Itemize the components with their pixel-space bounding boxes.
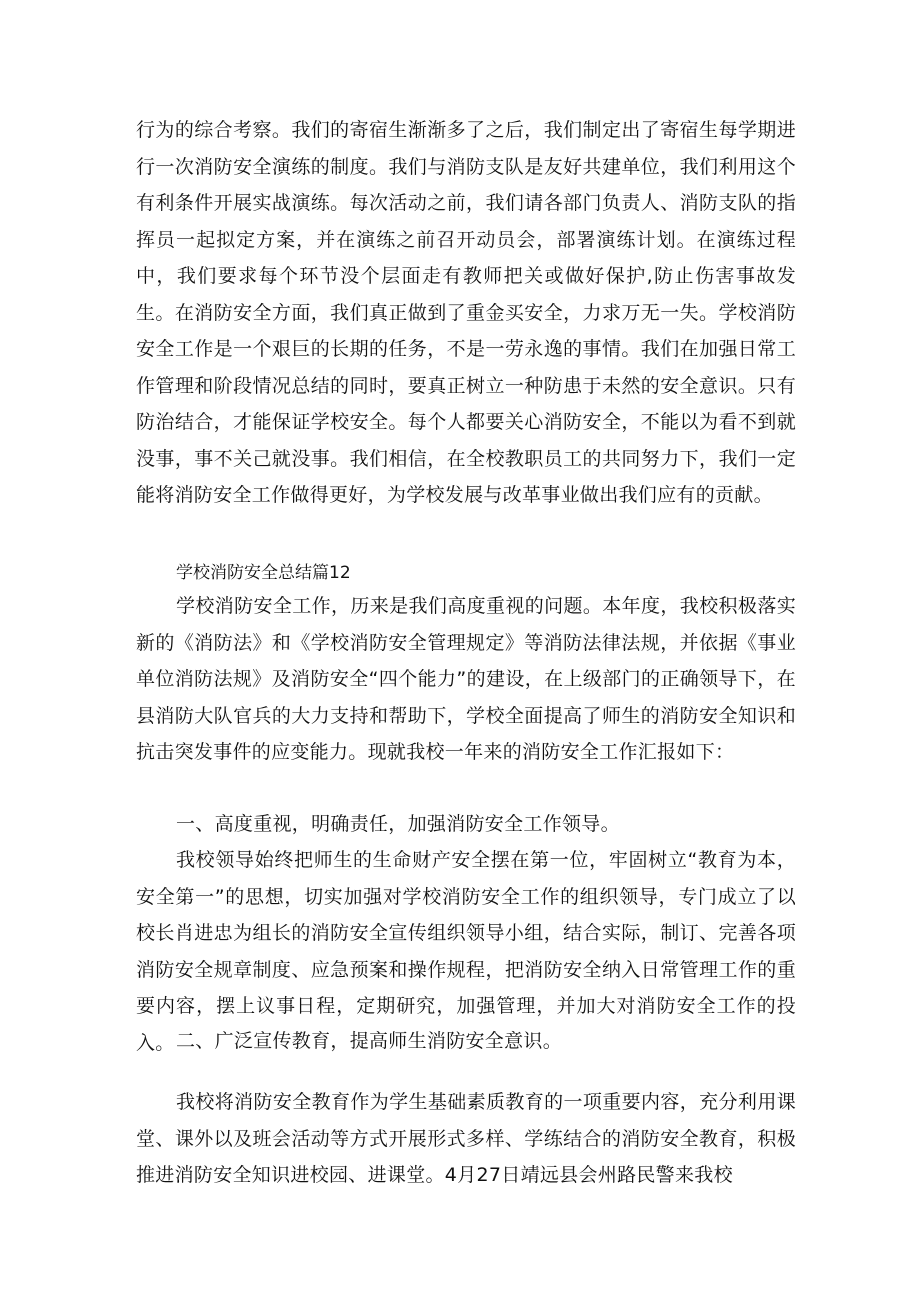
paragraph-3: 我校领导始终把师生的生命财产安全摆在第一位，牢固树立“教育为本，安全第一”的思想，切实加强对学校消防安全工作的组织领导，专门成立了以校长肖进忠为组长的消防安全宣传组织领导小组，结合实际，制订、完善各项消防安全规章制度、应急预案和操作规程，把消防安全纳入日常管理工作的重要内容，摆上议事日程，定期研究，加强管理，并加大对消防安全工作的投入。 [136,849,796,1054]
paragraph-2: 学校消防安全工作，历来是我们高度重视的问题。本年度，我校积极落实新的《消防法》和《学校消防安全管理规定》等消防法律法规，并依据《事业单位消防法规》及消防安全“四个能力”的建设，在上级部门的正确领导下，在县消防大队官兵的大力支持和帮助下，学校全面提高了师生的消防安全知识和抗击突发事件的应变能力。现就我校一年来的消防安全工作汇报如下： [136,595,796,763]
section-title: 学校消防安全总结篇12 [176,563,351,583]
paragraph-1: 行为的综合考察。我们的寄宿生渐渐多了之后，我们制定出了寄宿生每学期进行一次消防安全演练的制度。我们与消防支队是友好共建单位，我们利用这个有利条件开展实战演练。每次活动之前，我们请各部门负责人、消防支队的指挥员一起拟定方案，并在演练之前召开动员会，部署演练计划。在演练过程中，我们要求每个环节没个层面走有教师把关或做好保护,防止伤害事故发生。在消防安全方面，我们真正做到了重金买安全，力求万无一失。学校消防安全工作是一个艰巨的长期的任务，不是一劳永逸的事情。我们在加强日常工作管理和阶段情况总结的同时，要真正树立一种防患于未然的安全意识。只有防治结合，才能保证学校安全。每个人都要关心消防安全，不能以为看不到就没事，事不关己就没事。我们相信，在全校教职员工的共同努力下，我们一定能将消防安全工作做得更好，为学校发展与改革事业做出我们应有的贡献。 [136,119,796,506]
heading-2: 二、广泛宣传教育，提高师生消防安全意识。 [176,1030,563,1052]
heading-1: 一、高度重视，明确责任，加强消防安全工作领导。 [176,813,620,835]
paragraph-4: 我校将消防安全教育作为学生基础素质教育的一项重要内容，充分利用课堂、课外以及班会活动等方式开展形式多样、学练结合的消防安全教育，积极推进消防安全知识进校园、进课堂。4月27日靖远县会州路民警来我校 [136,1091,796,1186]
